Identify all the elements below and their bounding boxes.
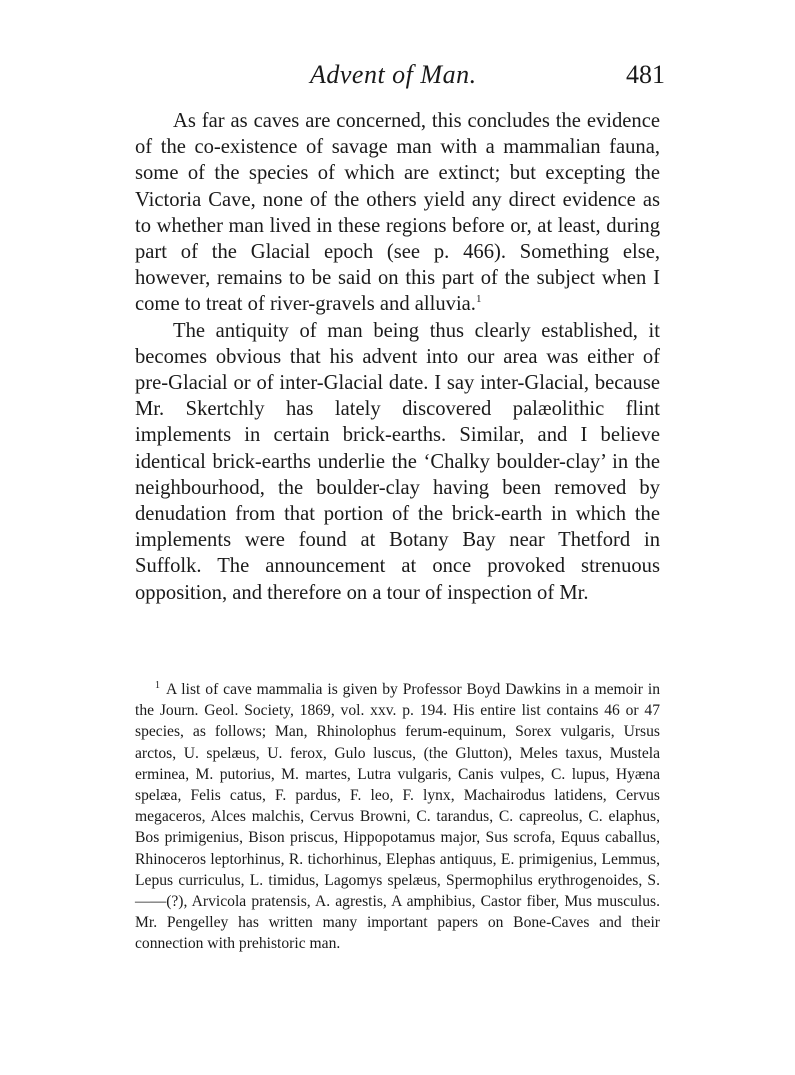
footnote-reference: 1 xyxy=(475,293,482,306)
footnote xyxy=(135,679,660,955)
body-text xyxy=(135,108,660,606)
page-header xyxy=(135,60,665,100)
paragraph xyxy=(135,318,660,606)
footnote-text: A list of cave mammalia is given by Professor Boyd Dawkins in a memoir in the Journ. Geol. Society, 1869, vol. xxv. p. 194. His entire list contains 46 or 47 species, as follows; Man, Rhinolophus ferum-equinum, Sorex vulgaris, Ursus arctos, U. spelæus, U. ferox, Gulo luscus, (the Glutton), Meles taxus, Mustela erminea, M. putorius, M. martes, Lutra vulgaris, Canis vulpes, C. lupus, Hyæna spelæa, Felis catus, F. pardus, F. leo, F. lynx, Machairodus latidens, Cervus megaceros, Alces malchis, Cervus Browni, C. tarandus, C. capreolus, C. elaphus, Bos primigenius, Bison priscus, Hippopotamus major, Sus scrofa, Equus caballus, Rhinoceros leptorhinus, R. tichorhinus, Elephas antiquus, E. primigenius, Lemmus, Lepus curriculus, L. timidus, Lagomys spelæus, Spermophilus erythrogenoides, S.——(?), Arvicola pratensis, A. agrestis, A amphibius, Castor fiber, Mus musculus. Mr. Pengelley has written many important papers on Bone-Caves and their connection with prehistoric man. xyxy=(135,681,660,953)
running-title: Advent of Man. xyxy=(310,60,477,89)
page-number: 481 xyxy=(626,60,665,89)
footnote-marker: 1 xyxy=(155,680,160,691)
paragraph-text: The antiquity of man being thus clearly established, it becomes obvious that his advent into our area was either of pre-Glacial or of inter-Glacial date. I say inter-Glacial, because Mr. Skertchly has lately discovered palæolithic flint implements in certain brick-earths. Similar, and I believe identical brick-earths underlie the ‘Chalky boulder-clay’ in the neighbourhood, the boulder-clay having been removed by denudation from that portion of the brick-earth in which the implements were found at Botany Bay near Thetford in Suffolk. The announcement at once provoked strenuous opposition, and therefore on a tour of inspection of Mr. xyxy=(135,319,660,604)
paragraph-text: As far as caves are concerned, this concludes the evidence of the co-existence of savage man with a mammalian fauna, some of the species of which are extinct; but excepting the Victoria Cave, none of the others yield any direct evidence as to whether man lived in these regions before or, at least, during part of the Glacial epoch (see p. 466). Something else, however, remains to be said on this part of the subject when I come to treat of river-gravels and alluvia. xyxy=(135,110,660,316)
paragraph xyxy=(135,108,660,318)
